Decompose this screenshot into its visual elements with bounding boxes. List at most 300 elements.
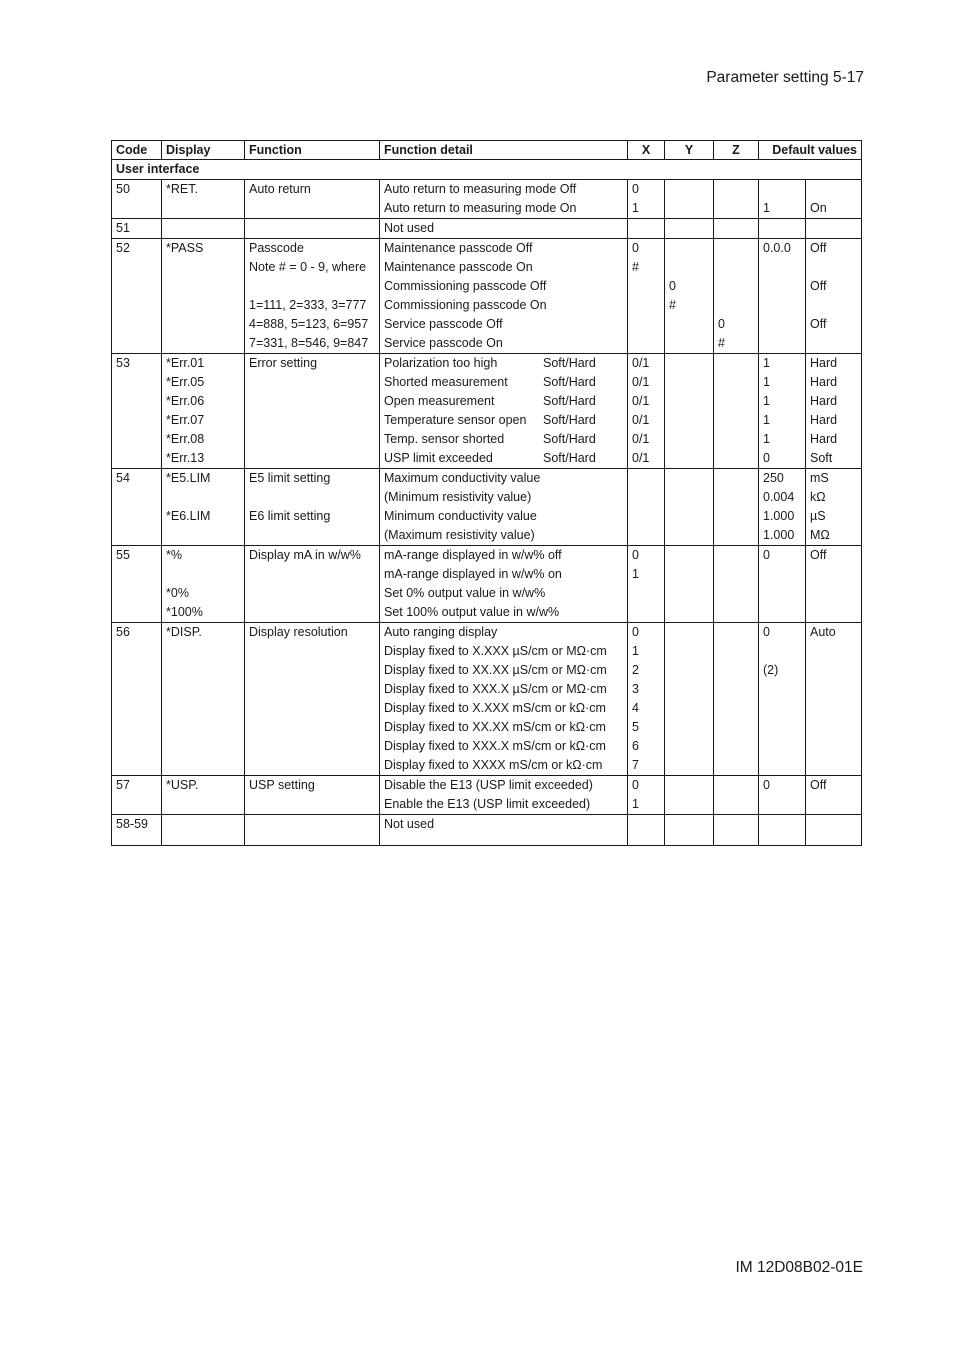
cell-dv: 250 <box>759 469 806 489</box>
cell-display: *% <box>162 546 245 566</box>
cell-function <box>245 815 380 846</box>
cell-y <box>665 603 714 623</box>
cell-code: 57 <box>112 776 162 796</box>
cell-du: Hard <box>806 373 862 392</box>
cell-z <box>714 776 759 796</box>
cell-x: 1 <box>628 565 665 584</box>
cell-code <box>112 526 162 546</box>
detail-text: Shorted measurement <box>384 375 508 389</box>
cell-z <box>714 546 759 566</box>
detail-option: Soft/Hard <box>543 451 596 465</box>
cell-display: *100% <box>162 603 245 623</box>
cell-function <box>245 219 380 239</box>
cell-code: 53 <box>112 354 162 374</box>
cell-code <box>112 507 162 526</box>
cell-du: Off <box>806 239 862 259</box>
cell-code: 51 <box>112 219 162 239</box>
cell-z <box>714 737 759 756</box>
table-body <box>112 160 862 846</box>
cell-du <box>806 180 862 200</box>
table-row <box>112 565 862 584</box>
cell-function <box>245 277 380 296</box>
column-header-x: X <box>628 141 665 160</box>
cell-du <box>806 795 862 815</box>
cell-z <box>714 239 759 259</box>
cell-detail: Commissioning passcode On <box>380 296 628 315</box>
cell-y <box>665 642 714 661</box>
cell-x: 6 <box>628 737 665 756</box>
table-header-row <box>112 141 862 160</box>
cell-display <box>162 296 245 315</box>
cell-z <box>714 469 759 489</box>
cell-detail: Enable the E13 (USP limit exceeded) <box>380 795 628 815</box>
cell-code: 52 <box>112 239 162 259</box>
cell-y <box>665 392 714 411</box>
table-row <box>112 507 862 526</box>
cell-x <box>628 488 665 507</box>
cell-y <box>665 526 714 546</box>
cell-display: *E5.LIM <box>162 469 245 489</box>
cell-code <box>112 565 162 584</box>
cell-code <box>112 699 162 718</box>
cell-code <box>112 603 162 623</box>
cell-y <box>665 565 714 584</box>
cell-y <box>665 718 714 737</box>
cell-y <box>665 469 714 489</box>
cell-dv: 1.000 <box>759 507 806 526</box>
cell-x: 0/1 <box>628 430 665 449</box>
cell-du <box>806 334 862 354</box>
cell-z <box>714 795 759 815</box>
cell-z <box>714 623 759 643</box>
cell-dv: 0 <box>759 546 806 566</box>
column-header-display: Display <box>162 141 245 160</box>
table-row <box>112 584 862 603</box>
cell-dv <box>759 699 806 718</box>
table-row <box>112 546 862 566</box>
cell-function: Note # = 0 - 9, where <box>245 258 380 277</box>
cell-function <box>245 756 380 776</box>
table-row <box>112 795 862 815</box>
table-row <box>112 315 862 334</box>
cell-du: Hard <box>806 392 862 411</box>
cell-function <box>245 642 380 661</box>
cell-du: Off <box>806 277 862 296</box>
page-footer: IM 12D08B02-01E <box>735 1259 863 1276</box>
table-row <box>112 199 862 219</box>
cell-code <box>112 430 162 449</box>
cell-du <box>806 699 862 718</box>
cell-function <box>245 392 380 411</box>
cell-x <box>628 219 665 239</box>
cell-detail: Display fixed to XXX.X µS/cm or MΩ·cm <box>380 680 628 699</box>
cell-code <box>112 315 162 334</box>
cell-detail: Auto ranging display <box>380 623 628 643</box>
cell-z: 0 <box>714 315 759 334</box>
table-row <box>112 334 862 354</box>
cell-detail: Display fixed to XXX.X mS/cm or kΩ·cm <box>380 737 628 756</box>
cell-y <box>665 449 714 469</box>
cell-function: Display resolution <box>245 623 380 643</box>
cell-dv: 0.0.0 <box>759 239 806 259</box>
cell-z <box>714 718 759 737</box>
cell-dv <box>759 296 806 315</box>
cell-detail: Display fixed to X.XXX µS/cm or MΩ·cm <box>380 642 628 661</box>
cell-code <box>112 392 162 411</box>
cell-x: 4 <box>628 699 665 718</box>
cell-du: MΩ <box>806 526 862 546</box>
cell-display <box>162 258 245 277</box>
cell-detail: (Maximum resistivity value) <box>380 526 628 546</box>
cell-dv <box>759 642 806 661</box>
cell-function <box>245 680 380 699</box>
cell-dv <box>759 180 806 200</box>
table-row <box>112 756 862 776</box>
cell-dv: 1 <box>759 199 806 219</box>
cell-display <box>162 699 245 718</box>
cell-x: 0 <box>628 180 665 200</box>
cell-y <box>665 315 714 334</box>
cell-dv: 1 <box>759 392 806 411</box>
cell-y: # <box>665 296 714 315</box>
cell-function <box>245 699 380 718</box>
cell-y <box>665 737 714 756</box>
cell-dv <box>759 680 806 699</box>
cell-z <box>714 180 759 200</box>
cell-display <box>162 219 245 239</box>
table-row <box>112 430 862 449</box>
cell-du <box>806 661 862 680</box>
cell-detail: Set 0% output value in w/w% <box>380 584 628 603</box>
cell-du: Auto <box>806 623 862 643</box>
cell-function: Display mA in w/w% <box>245 546 380 566</box>
cell-y <box>665 488 714 507</box>
cell-x: 5 <box>628 718 665 737</box>
cell-z <box>714 680 759 699</box>
cell-function <box>245 584 380 603</box>
cell-x: 7 <box>628 756 665 776</box>
cell-function <box>245 565 380 584</box>
cell-code: 50 <box>112 180 162 200</box>
cell-code <box>112 737 162 756</box>
cell-display: *DISP. <box>162 623 245 643</box>
table-row <box>112 449 862 469</box>
cell-x <box>628 277 665 296</box>
cell-z <box>714 449 759 469</box>
cell-x <box>628 469 665 489</box>
cell-display <box>162 565 245 584</box>
table-row <box>112 718 862 737</box>
cell-z <box>714 565 759 584</box>
cell-function <box>245 661 380 680</box>
table-row <box>112 373 862 392</box>
cell-function: E6 limit setting <box>245 507 380 526</box>
cell-display: *Err.01 <box>162 354 245 374</box>
detail-option: Soft/Hard <box>543 375 596 389</box>
cell-du: Hard <box>806 354 862 374</box>
table-row <box>112 737 862 756</box>
cell-code <box>112 680 162 699</box>
cell-code <box>112 411 162 430</box>
cell-du: µS <box>806 507 862 526</box>
cell-du: mS <box>806 469 862 489</box>
cell-du <box>806 642 862 661</box>
table-row <box>112 411 862 430</box>
cell-display <box>162 795 245 815</box>
cell-detail: Maximum conductivity value <box>380 469 628 489</box>
cell-detail: Commissioning passcode Off <box>380 277 628 296</box>
parameter-table <box>111 140 862 846</box>
cell-dv <box>759 565 806 584</box>
cell-x: 0/1 <box>628 373 665 392</box>
cell-function <box>245 603 380 623</box>
cell-y <box>665 258 714 277</box>
cell-code <box>112 661 162 680</box>
cell-function: 4=888, 5=123, 6=957 <box>245 315 380 334</box>
cell-x <box>628 507 665 526</box>
column-header-y: Y <box>665 141 714 160</box>
cell-y <box>665 354 714 374</box>
cell-code <box>112 199 162 219</box>
cell-code: 56 <box>112 623 162 643</box>
cell-dv <box>759 219 806 239</box>
cell-du <box>806 565 862 584</box>
cell-code <box>112 449 162 469</box>
cell-function <box>245 526 380 546</box>
table-row <box>112 258 862 277</box>
cell-z <box>714 296 759 315</box>
cell-detail: Display fixed to X.XXX mS/cm or kΩ·cm <box>380 699 628 718</box>
detail-option: Soft/Hard <box>543 394 596 408</box>
table-row <box>112 219 862 239</box>
cell-function: USP setting <box>245 776 380 796</box>
cell-du: Off <box>806 776 862 796</box>
cell-dv <box>759 277 806 296</box>
page-header: Parameter setting 5-17 <box>706 69 864 86</box>
cell-code <box>112 296 162 315</box>
cell-du <box>806 584 862 603</box>
cell-detail: (Minimum resistivity value) <box>380 488 628 507</box>
cell-z <box>714 258 759 277</box>
cell-x: 0 <box>628 776 665 796</box>
column-header-code: Code <box>112 141 162 160</box>
cell-display: *RET. <box>162 180 245 200</box>
cell-z <box>714 815 759 846</box>
detail-text: Open measurement <box>384 394 495 408</box>
cell-z <box>714 411 759 430</box>
cell-y <box>665 623 714 643</box>
cell-x <box>628 815 665 846</box>
cell-du <box>806 219 862 239</box>
detail-option: Soft/Hard <box>543 413 596 427</box>
table-row <box>112 239 862 259</box>
cell-function: Error setting <box>245 354 380 374</box>
cell-display <box>162 718 245 737</box>
cell-dv: 1 <box>759 373 806 392</box>
cell-detail: Display fixed to XXXX mS/cm or kΩ·cm <box>380 756 628 776</box>
cell-y <box>665 776 714 796</box>
cell-code <box>112 584 162 603</box>
cell-du <box>806 680 862 699</box>
cell-z <box>714 642 759 661</box>
cell-display: *Err.13 <box>162 449 245 469</box>
cell-y <box>665 199 714 219</box>
section-row <box>112 160 862 180</box>
cell-code: 55 <box>112 546 162 566</box>
cell-function <box>245 737 380 756</box>
cell-code <box>112 258 162 277</box>
cell-detail <box>380 411 628 430</box>
cell-z <box>714 699 759 718</box>
cell-display: *E6.LIM <box>162 507 245 526</box>
cell-x: 1 <box>628 642 665 661</box>
cell-z <box>714 584 759 603</box>
cell-y <box>665 373 714 392</box>
cell-detail: Auto return to measuring mode On <box>380 199 628 219</box>
table-row <box>112 296 862 315</box>
cell-z <box>714 219 759 239</box>
table-row <box>112 354 862 374</box>
cell-du <box>806 718 862 737</box>
cell-detail <box>380 430 628 449</box>
cell-du: Off <box>806 315 862 334</box>
cell-display <box>162 488 245 507</box>
cell-y <box>665 795 714 815</box>
cell-code: 58-59 <box>112 815 162 846</box>
cell-detail <box>380 373 628 392</box>
cell-z <box>714 526 759 546</box>
cell-du: Hard <box>806 430 862 449</box>
cell-detail: Disable the E13 (USP limit exceeded) <box>380 776 628 796</box>
table-row <box>112 469 862 489</box>
cell-dv <box>759 584 806 603</box>
cell-dv: 0 <box>759 776 806 796</box>
cell-du <box>806 296 862 315</box>
table-row <box>112 642 862 661</box>
cell-function <box>245 795 380 815</box>
cell-display: *0% <box>162 584 245 603</box>
cell-z <box>714 756 759 776</box>
cell-x <box>628 296 665 315</box>
cell-x: 0 <box>628 546 665 566</box>
cell-display <box>162 334 245 354</box>
table-row <box>112 699 862 718</box>
cell-z <box>714 430 759 449</box>
table-row <box>112 815 862 846</box>
cell-x <box>628 334 665 354</box>
cell-display: *Err.08 <box>162 430 245 449</box>
cell-display: *PASS <box>162 239 245 259</box>
cell-du <box>806 815 862 846</box>
cell-function <box>245 430 380 449</box>
cell-z <box>714 603 759 623</box>
cell-display <box>162 661 245 680</box>
cell-y <box>665 699 714 718</box>
cell-detail: Maintenance passcode On <box>380 258 628 277</box>
cell-x: 0 <box>628 239 665 259</box>
cell-z <box>714 199 759 219</box>
table-row <box>112 623 862 643</box>
cell-y <box>665 411 714 430</box>
cell-x: 2 <box>628 661 665 680</box>
cell-du: Off <box>806 546 862 566</box>
cell-du: Hard <box>806 411 862 430</box>
cell-du: kΩ <box>806 488 862 507</box>
cell-dv <box>759 258 806 277</box>
cell-du: On <box>806 199 862 219</box>
cell-detail: mA-range displayed in w/w% off <box>380 546 628 566</box>
cell-detail: Set 100% output value in w/w% <box>380 603 628 623</box>
cell-function: Passcode <box>245 239 380 259</box>
detail-text: Temp. sensor shorted <box>384 432 505 446</box>
cell-code <box>112 718 162 737</box>
detail-option: Soft/Hard <box>543 356 596 370</box>
cell-y <box>665 815 714 846</box>
cell-function: E5 limit setting <box>245 469 380 489</box>
cell-display <box>162 277 245 296</box>
cell-detail <box>380 449 628 469</box>
cell-dv <box>759 603 806 623</box>
cell-function <box>245 488 380 507</box>
cell-function <box>245 718 380 737</box>
column-header-default-values: Default values <box>759 141 862 160</box>
cell-z <box>714 507 759 526</box>
cell-display <box>162 642 245 661</box>
cell-code <box>112 795 162 815</box>
table-row <box>112 680 862 699</box>
cell-code <box>112 756 162 776</box>
cell-y <box>665 546 714 566</box>
cell-z <box>714 277 759 296</box>
cell-dv: 1 <box>759 430 806 449</box>
cell-display: *Err.06 <box>162 392 245 411</box>
cell-dv <box>759 815 806 846</box>
cell-x: 0/1 <box>628 449 665 469</box>
table-row <box>112 180 862 200</box>
cell-x: 0/1 <box>628 392 665 411</box>
cell-y <box>665 180 714 200</box>
cell-display <box>162 756 245 776</box>
cell-function <box>245 411 380 430</box>
cell-dv <box>759 737 806 756</box>
cell-dv: 1 <box>759 411 806 430</box>
cell-du <box>806 756 862 776</box>
cell-dv <box>759 756 806 776</box>
cell-z <box>714 392 759 411</box>
cell-x <box>628 584 665 603</box>
cell-code <box>112 277 162 296</box>
cell-detail: Display fixed to XX.XX mS/cm or kΩ·cm <box>380 718 628 737</box>
cell-detail <box>380 392 628 411</box>
cell-dv: 0 <box>759 623 806 643</box>
table-row <box>112 661 862 680</box>
cell-y: 0 <box>665 277 714 296</box>
cell-function <box>245 449 380 469</box>
cell-function <box>245 373 380 392</box>
detail-text: Temperature sensor open <box>384 413 527 427</box>
section-label: User interface <box>112 160 862 180</box>
cell-y <box>665 756 714 776</box>
cell-code: 54 <box>112 469 162 489</box>
cell-dv <box>759 334 806 354</box>
cell-detail: Not used <box>380 219 628 239</box>
cell-dv: (2) <box>759 661 806 680</box>
cell-du <box>806 603 862 623</box>
cell-du <box>806 737 862 756</box>
cell-code <box>112 373 162 392</box>
cell-display <box>162 815 245 846</box>
cell-y <box>665 680 714 699</box>
